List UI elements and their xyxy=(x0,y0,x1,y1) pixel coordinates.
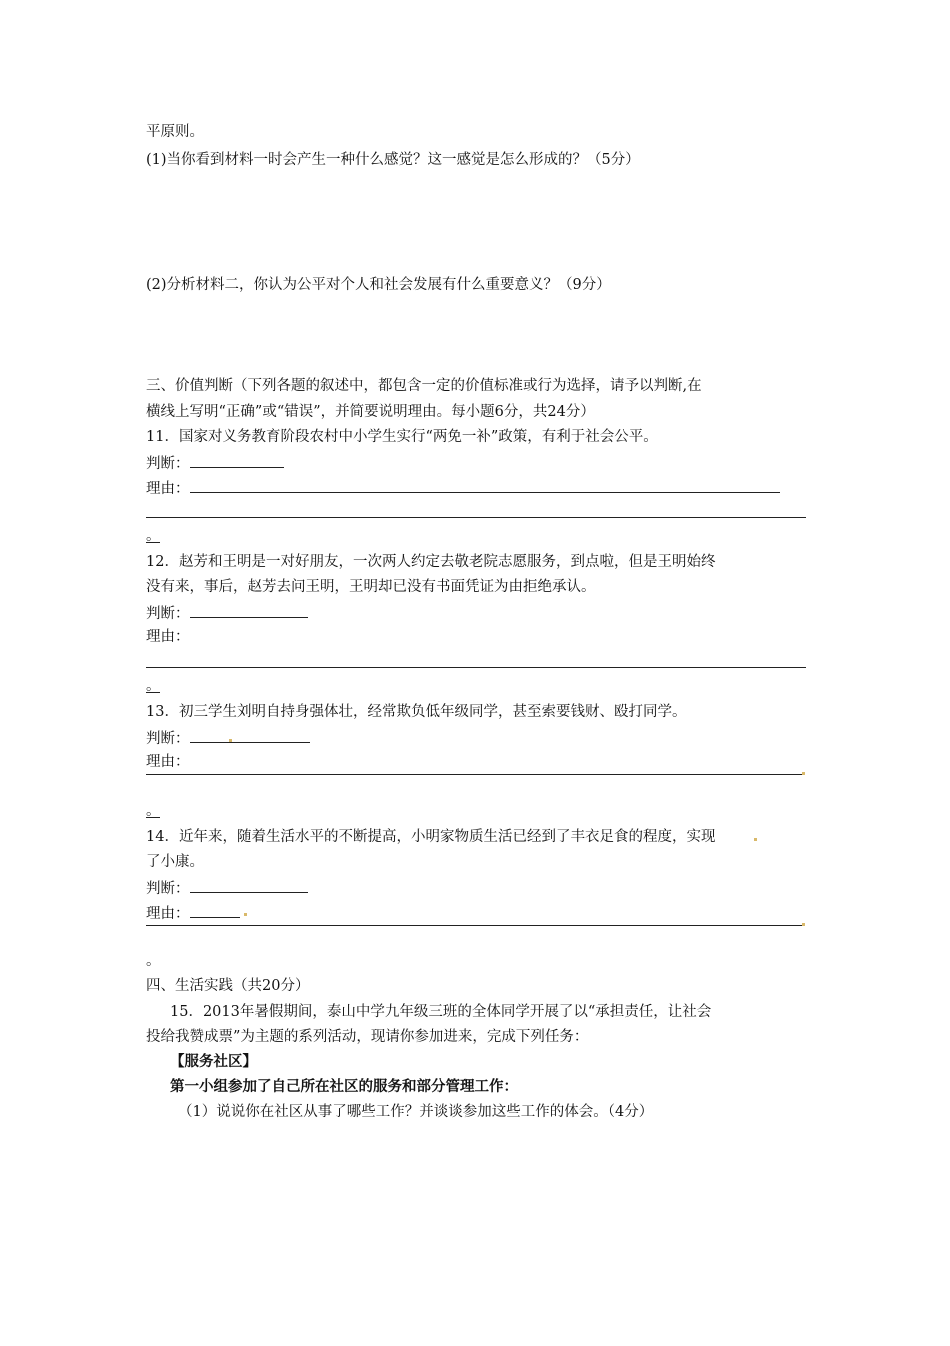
question-1-1: (1)当你看到材料一时会产生一种什么感觉？这一感觉是怎么形成的？（5分） xyxy=(146,152,640,168)
q12-answer-line[interactable] xyxy=(146,667,806,668)
q13-judge-row xyxy=(146,728,310,748)
section-3-title-line2: 横线上写明“正确”或“错误”，并简要说明理由。每小题6分，共24分） xyxy=(146,404,595,420)
q12-reason-label: 理由： xyxy=(146,629,190,645)
marker-dot xyxy=(229,739,232,742)
q13-period-underline xyxy=(146,817,160,818)
q11-judge-row xyxy=(146,453,284,473)
q13-reason-line[interactable] xyxy=(146,774,802,775)
q14-judge-row xyxy=(146,878,308,898)
group-1-description: 第一小组参加了自己所在社区的服务和部分管理工作： xyxy=(170,1078,518,1095)
q13-end-period: 。 xyxy=(146,803,161,819)
q11-answer-line[interactable] xyxy=(146,517,806,518)
question-15-1: （1）说说你在社区从事了哪些工作？并谈谈参加这些工作的体会。（4分） xyxy=(178,1104,654,1120)
question-15-line2: 投给我赞成票”为主题的系列活动，现请你参加进来，完成下列任务： xyxy=(146,1029,589,1045)
question-14-line2: 了小康。 xyxy=(146,854,204,870)
question-15-line1: 15．2013年暑假期间，泰山中学九年级三班的全体同学开展了以“承担责任，让社会 xyxy=(170,1004,712,1020)
question-12-line2: 没有来，事后，赵芳去问王明，王明却已没有书面凭证为由拒绝承认。 xyxy=(146,579,596,595)
q12-end-period: 。 xyxy=(146,678,161,694)
q11-end-period: 。 xyxy=(146,528,161,544)
judge-label: 判断： xyxy=(146,606,190,622)
question-14-line1: 14．近年来，随着生活水平的不断提高，小明家物质生活已经到了丰衣足食的程度，实现 xyxy=(146,829,716,845)
judge-label: 判断： xyxy=(146,731,190,747)
marker-dot xyxy=(754,838,757,841)
q12-judge-row xyxy=(146,603,308,623)
question-11: 11．国家对义务教育阶段农村中小学生实行“两免一补”政策，有利于社会公平。 xyxy=(146,429,658,445)
q14-end-period: 。 xyxy=(146,953,161,969)
q13-reason-label: 理由： xyxy=(146,754,190,770)
material-continuation: 平原则。 xyxy=(146,124,204,140)
service-community-heading: 【服务社区】 xyxy=(170,1053,257,1070)
q14-judge-blank[interactable] xyxy=(190,878,308,893)
q11-judge-blank[interactable] xyxy=(190,453,284,468)
q13-judge-blank[interactable] xyxy=(190,728,310,743)
question-13: 13．初三学生刘明自持身强体壮，经常欺负低年级同学，甚至索要钱财、殴打同学。 xyxy=(146,704,687,720)
q12-period-underline xyxy=(146,692,160,693)
question-12-line1: 12．赵芳和王明是一对好朋友，一次两人约定去敬老院志愿服务，到点啦，但是王明始终 xyxy=(146,554,716,570)
judge-label: 判断： xyxy=(146,456,190,472)
q11-reason-row xyxy=(146,478,780,498)
section-4-title: 四、生活实践（共20分） xyxy=(146,978,310,994)
reason-label: 理由： xyxy=(146,906,190,922)
marker-dot xyxy=(802,772,805,775)
q12-judge-blank[interactable] xyxy=(190,603,308,618)
marker-dot xyxy=(244,913,247,916)
judge-label: 判断： xyxy=(146,881,190,897)
q14-reason-blank[interactable] xyxy=(190,903,240,918)
section-3-title-line1: 三、价值判断（下列各题的叙述中，都包含一定的价值标准或行为选择，请予以判断,在 xyxy=(146,378,702,394)
q14-reason-line[interactable] xyxy=(146,925,802,926)
q14-reason-row xyxy=(146,903,240,923)
question-1-2: (2)分析材料二，你认为公平对个人和社会发展有什么重要意义？（9分） xyxy=(146,277,611,293)
marker-dot xyxy=(802,923,805,926)
q11-reason-blank[interactable] xyxy=(190,478,780,493)
reason-label: 理由： xyxy=(146,481,190,497)
q11-period-underline xyxy=(146,542,160,543)
